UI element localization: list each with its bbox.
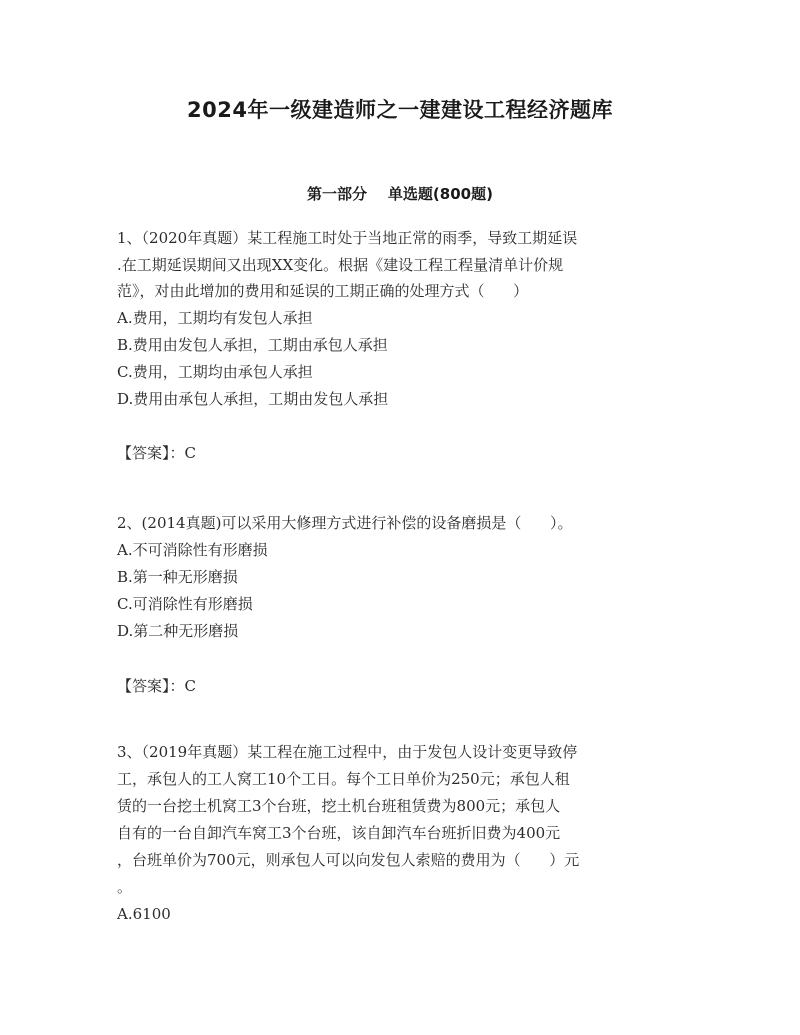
question-stem-line: 2、(2014真题)可以采用大修理方式进行补偿的设备磨损是（ ）。 <box>117 514 573 532</box>
question-stem-line: 赁的一台挖土机窝工3个台班，挖土机台班租赁费为800元；承包人 <box>117 797 561 815</box>
section-heading: 第一部分 单选题(800题) <box>307 185 493 203</box>
question-stem-line: 自有的一台自卸汽车窝工3个台班，该自卸汽车台班折旧费为400元 <box>117 824 561 842</box>
option-a: A.不可消除性有形磨损 <box>117 541 268 559</box>
question-stem-line: 范》，对由此增加的费用和延误的工期正确的处理方式（ ） <box>117 282 529 300</box>
question-stem-line: ，台班单价为700元，则承包人可以向发包人索赔的费用为（ ）元 <box>117 851 580 869</box>
question-stem-line: 工，承包人的工人窝工10个工日。每个工日单价为250元；承包人租 <box>117 770 570 788</box>
option-a: A.费用，工期均有发包人承担 <box>117 309 313 327</box>
option-d: D.第二种无形磨损 <box>117 622 239 640</box>
option-c: C.费用，工期均由承包人承担 <box>117 363 313 381</box>
answer-line: 【答案】：C <box>117 677 196 695</box>
option-c: C.可消除性有形磨损 <box>117 595 253 613</box>
question-stem-line: .在工期延误期间又出现XX变化。根据《建设工程工程量清单计价规 <box>117 256 564 274</box>
option-d: D.费用由承包人承担，工期由发包人承担 <box>117 390 389 408</box>
option-a: A.6100 <box>117 905 171 923</box>
question-stem-line: 3、（2019年真题）某工程在施工过程中，由于发包人设计变更导致停 <box>117 743 578 761</box>
option-b: B.费用由发包人承担，工期由承包人承担 <box>117 336 388 354</box>
answer-line: 【答案】：C <box>117 444 196 462</box>
question-stem-line: 1、（2020年真题）某工程施工时处于当地正常的雨季，导致工期延误 <box>117 229 578 247</box>
document-title: 2024年一级建造师之一建建设工程经济题库 <box>187 98 613 122</box>
option-b: B.第一种无形磨损 <box>117 568 238 586</box>
question-stem-line: 。 <box>117 878 133 896</box>
